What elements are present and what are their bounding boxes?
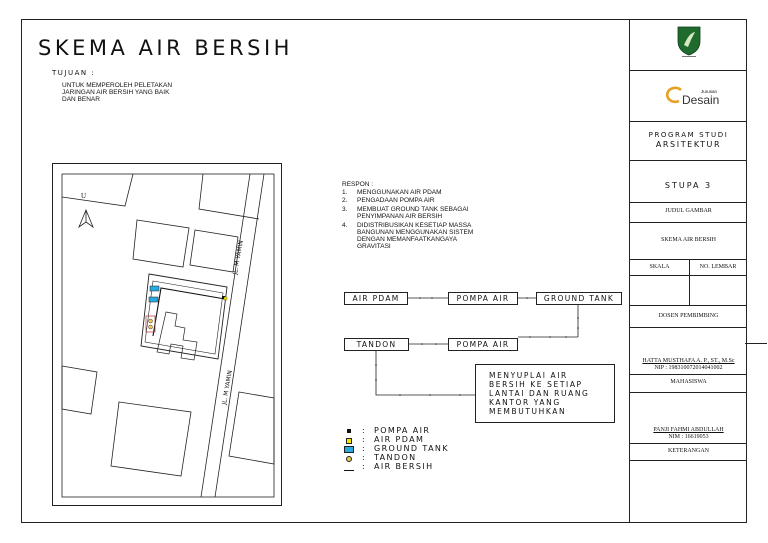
tujuan-heading: TUJUAN : [52,69,96,77]
distribution-line-1: MENYUPLAI AIR [489,371,568,380]
flow-box-air-pdam: AIR PDAM [344,292,408,305]
respon-item-4-line-3: DENGAN MEMANFAATKANGAYA [357,236,458,243]
dosen-pembimbing-label: DOSEN PEMBIMBING [658,313,719,319]
sheet-title: SKEMA AIR BERSIH [38,36,293,60]
distribution-line-3: LANTAI DAN RUANG [489,389,590,398]
respon-item-3-line-2: PENYIMPANAN AIR BERSIH [357,213,443,220]
flow-box-pompa-air-1: POMPA AIR [448,292,518,305]
legend-sep-1: : [362,426,367,435]
titleblock-rule [630,275,747,276]
legend-tandon-icon [346,456,352,462]
dosen-nip: NIP : 198310072014041002 [654,365,723,371]
titleblock-rule [630,327,747,328]
street-label-1: JL. M YAMIN [232,239,245,276]
legend-label-pompa-air: POMPA AIR [374,426,431,435]
flow-box-tandon: TANDON [344,338,409,351]
flow-box-ground-tank: GROUND TANK [536,292,622,305]
legend-label-ground-tank: GROUND TANK [374,444,449,453]
titleblock-rule [630,121,747,122]
titleblock-rule [630,222,747,223]
titleblock-rule [630,305,747,306]
titleblock-rule [630,460,747,461]
desain-logo-icon [665,86,683,104]
legend-sep-3: : [362,444,367,453]
no-lembar-label: NO. LEMBAR [699,264,737,270]
respon-item-4-line-2: BANGUNAN MENGGUNAKAN SISTEM [357,229,474,236]
legend-label-tandon: TANDON [374,453,417,462]
legend-sep-2: : [362,435,367,444]
titleblock-rule [630,70,747,71]
respon-item-4-line-1: DIDISTRIBUSIKAN KESETIAP MASSA [357,222,472,229]
university-logo-icon [676,25,702,57]
tujuan-line-1: UNTUK MEMPEROLEH PELETAKAN [62,82,173,89]
stupa-label: STUPA 3 [664,181,713,190]
respon-item-2-num: 2. [342,197,348,204]
respon-item-1: MENGGUNAKAN AIR PDAM [357,189,442,196]
north-label: U [81,192,87,200]
respon-item-3-num: 3. [342,206,348,213]
titleblock-tick [745,343,767,344]
judul-gambar-label: JUDUL GAMBAR [665,208,712,214]
respon-item-1-num: 1. [342,189,348,196]
titleblock-rule [630,202,747,203]
tujuan-line-2: JARINGAN AIR BERSIH YANG BAIK [62,89,170,96]
titleblock-rule [630,374,747,375]
distribution-line-5: MEMBUTUHKAN [489,407,567,416]
flow-box-pompa-air-2: POMPA AIR [448,338,518,351]
legend-sep-5: : [362,462,367,471]
mahasiswa-nim: NIM : 16619053 [668,434,709,440]
respon-item-4-num: 4. [342,222,348,229]
titleblock-rule [630,160,747,161]
street-label-2: JL. M YAMIN [221,369,234,406]
legend-air-pdam-icon [346,438,352,444]
legend-label-air-bersih: AIR BERSIH [374,462,434,471]
legend-label-air-pdam: AIR PDAM [374,435,425,444]
legend [344,426,494,484]
program-line-1: PROGRAM STUDI [648,131,729,139]
desain-logo-small: Jurusan [701,89,718,94]
distribution-line-4: KANTOR YANG [489,398,561,407]
distribution-line-2: BERSIH KE SETIAP [489,380,583,389]
titleblock-rule [630,443,747,444]
judul-gambar-value: SKEMA AIR BERSIH [660,237,716,243]
program-line-2: ARSITEKTUR [655,140,722,149]
mahasiswa-name: PANJI FAHMI ABDULLAH [653,427,724,433]
tujuan-line-3: DAN BENAR [62,96,100,103]
keterangan-label: KETERANGAN [668,448,709,454]
respon-item-3-line-1: MEMBUAT GROUND TANK SEBAGAI [357,206,469,213]
respon-item-2: PENGADAAN POMPA AIR [357,197,435,204]
desain-logo-big: Desain [682,93,720,107]
legend-sep-4: : [362,453,367,462]
respon-item-4-line-4: GRAVITASI [357,243,391,250]
titleblock-rule-vertical [689,259,690,305]
titleblock-rule [630,392,747,393]
dosen-name: HATTA MUSTHAFA A. P., ST., M.Sc [642,358,735,364]
respon-heading: RESPON : [342,181,374,188]
legend-ground-tank-icon [344,446,354,453]
mahasiswa-label: MAHASISWA [670,379,707,385]
skala-label: SKALA [649,264,670,270]
legend-air-bersih-icon [344,470,354,471]
flow-box-distribution [475,364,615,423]
legend-pompa-air-icon [347,429,351,433]
